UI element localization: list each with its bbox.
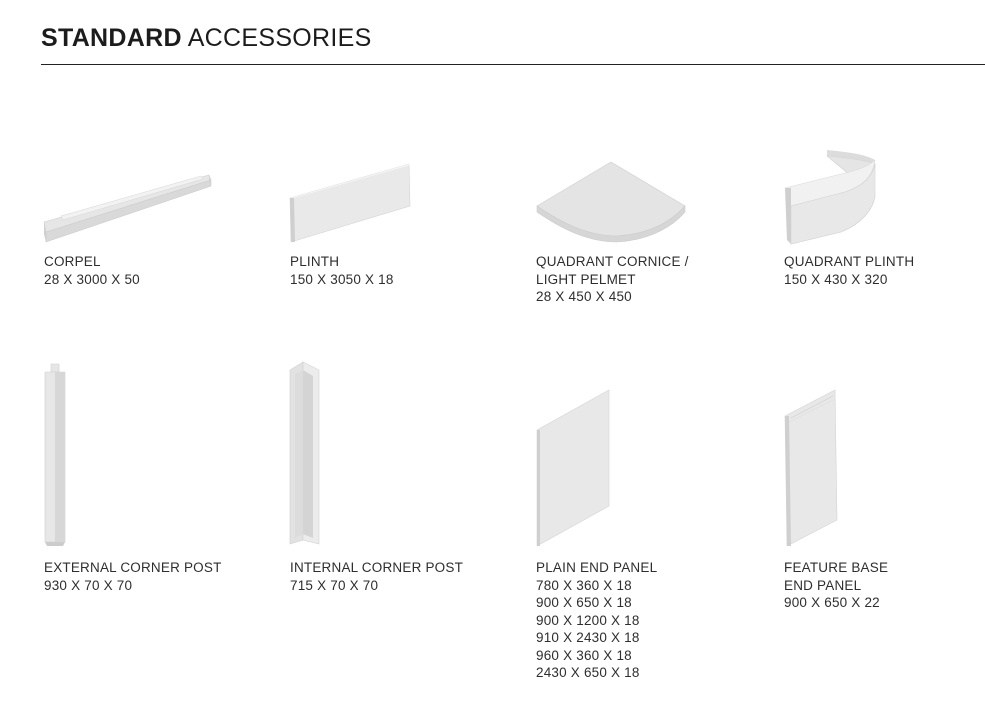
accessory-dimension: 900 X 650 X 22 (784, 595, 880, 610)
page-title-light: ACCESSORIES (187, 24, 372, 52)
accessory-plinth (287, 160, 517, 290)
accessory-dimension: 28 X 450 X 450 (536, 289, 632, 304)
accessory-name: END PANEL (784, 577, 862, 593)
accessory-dimension: 780 X 360 X 18 (536, 577, 632, 593)
quadrant-plinth-icon (781, 148, 891, 248)
accessory-external-corner-post (41, 362, 271, 602)
accessory-name: PLINTH (290, 254, 340, 269)
accessory-dimension: 960 X 360 X 18 (536, 647, 632, 663)
page-title-bold: STANDARD (41, 24, 182, 52)
accessory-plain-end-panel (533, 388, 763, 688)
accessory-name: EXTERNAL CORNER POST (44, 560, 222, 575)
quadrant-cornice-icon (533, 158, 693, 248)
accessory-name: FEATURE BASE (784, 560, 889, 575)
internal-corner-post-icon (287, 360, 327, 550)
accessory-feature-base-end-panel (781, 388, 985, 628)
plinth-board-icon (287, 160, 417, 245)
plain-end-panel-icon (533, 388, 623, 553)
accessory-name: PLAIN END PANEL (536, 560, 658, 575)
accessory-quadrant-plinth (781, 148, 985, 288)
external-corner-post-icon (41, 362, 81, 552)
page-title (41, 24, 372, 53)
accessory-name: QUADRANT PLINTH (784, 254, 915, 269)
accessory-corpel (41, 170, 271, 290)
accessory-dimension: 150 X 430 X 320 (784, 271, 888, 287)
corpel-moulding-icon (41, 170, 221, 245)
accessory-dimension: 2430 X 650 X 18 (536, 665, 640, 680)
accessory-dimension: 900 X 650 X 18 (536, 595, 632, 610)
accessory-dimension: 715 X 70 X 70 (290, 577, 379, 593)
accessory-dimension: 900 X 1200 X 18 (536, 612, 640, 628)
accessory-name: CORPEL (44, 254, 101, 269)
accessory-name: INTERNAL CORNER POST (290, 560, 464, 575)
accessory-dimension: 910 X 2430 X 18 (536, 630, 640, 645)
feature-base-end-panel-icon (781, 388, 851, 553)
accessory-name: QUADRANT CORNICE / (536, 254, 689, 269)
title-divider (41, 64, 985, 65)
accessory-dimension: 28 X 3000 X 50 (44, 271, 140, 287)
accessory-internal-corner-post (287, 360, 517, 600)
accessory-dimension: 150 X 3050 X 18 (290, 271, 394, 287)
accessory-name: LIGHT PELMET (536, 271, 636, 287)
accessory-dimension: 930 X 70 X 70 (44, 577, 133, 593)
accessory-quadrant-cornice (533, 158, 763, 308)
